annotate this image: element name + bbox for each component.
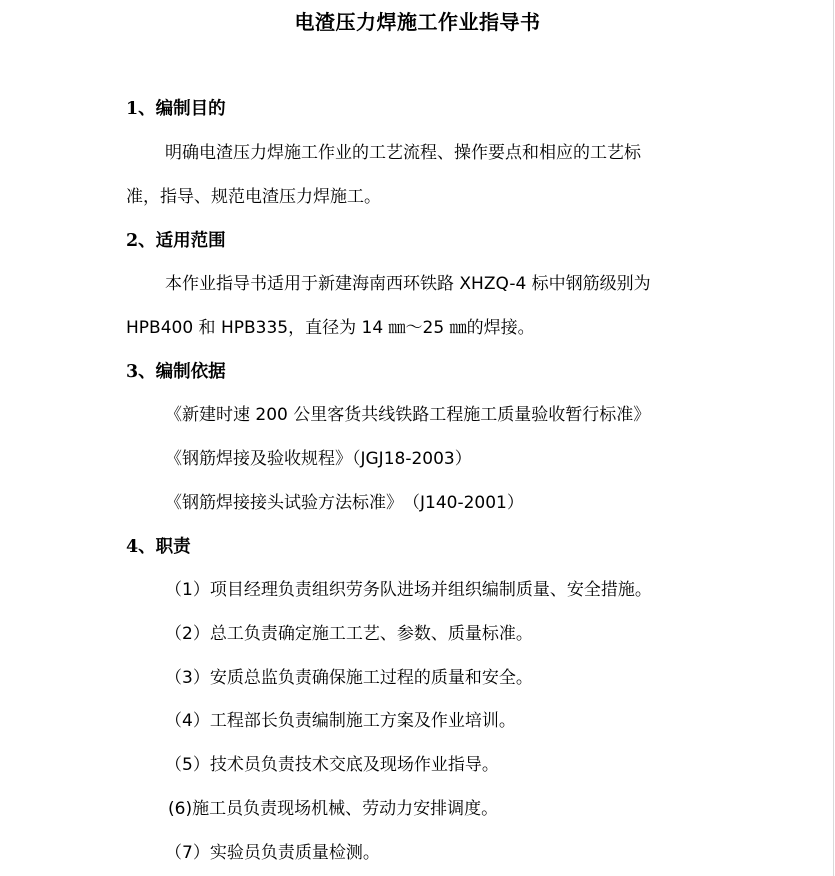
responsibility-item: （5）技术员负责技术交底及现场作业指导。 bbox=[165, 755, 499, 775]
section-text-line: 明确电渣压力焊施工作业的工艺流程、操作要点和相应的工艺标 bbox=[165, 143, 641, 163]
responsibility-item: （3）安质总监负责确保施工过程的质量和安全。 bbox=[165, 668, 533, 688]
reference-standard: 《钢筋焊接及验收规程》（JGJ18-2003） bbox=[165, 449, 472, 469]
responsibility-item: （4）工程部长负责编制施工方案及作业培训。 bbox=[165, 711, 516, 731]
reference-standard: 《钢筋焊接接头试验方法标准》 （J140-2001） bbox=[165, 493, 524, 513]
section-heading-purpose: 1、编制目的 bbox=[126, 99, 226, 119]
section-text-line: 准，指导、规范电渣压力焊施工。 bbox=[126, 187, 381, 207]
responsibility-item: （1）项目经理负责组织劳务队进场并组织编制质量、安全措施。 bbox=[165, 580, 652, 600]
reference-standard: 《新建时速 200 公里客货共线铁路工程施工质量验收暂行标准》 bbox=[165, 405, 651, 425]
responsibility-item: （2）总工负责确定施工工艺、参数、质量标准。 bbox=[165, 624, 533, 644]
page-edge-divider bbox=[833, 0, 834, 876]
document-title: 电渣压力焊施工作业指导书 bbox=[294, 10, 541, 34]
section-heading-basis: 3、编制依据 bbox=[126, 362, 226, 382]
section-text-line: HPB400 和 HPB335，直径为 14 ㎜～25 ㎜的焊接。 bbox=[126, 318, 535, 338]
section-text-line: 本作业指导书适用于新建海南西环铁路 XHZQ-4 标中钢筋级别为 bbox=[165, 274, 651, 294]
section-heading-scope: 2、适用范围 bbox=[126, 231, 226, 251]
section-heading-responsibilities: 4、职责 bbox=[126, 537, 191, 557]
responsibility-item: (6)施工员负责现场机械、劳动力安排调度。 bbox=[168, 799, 499, 819]
responsibility-item: （7）实验员负责质量检测。 bbox=[165, 843, 380, 863]
